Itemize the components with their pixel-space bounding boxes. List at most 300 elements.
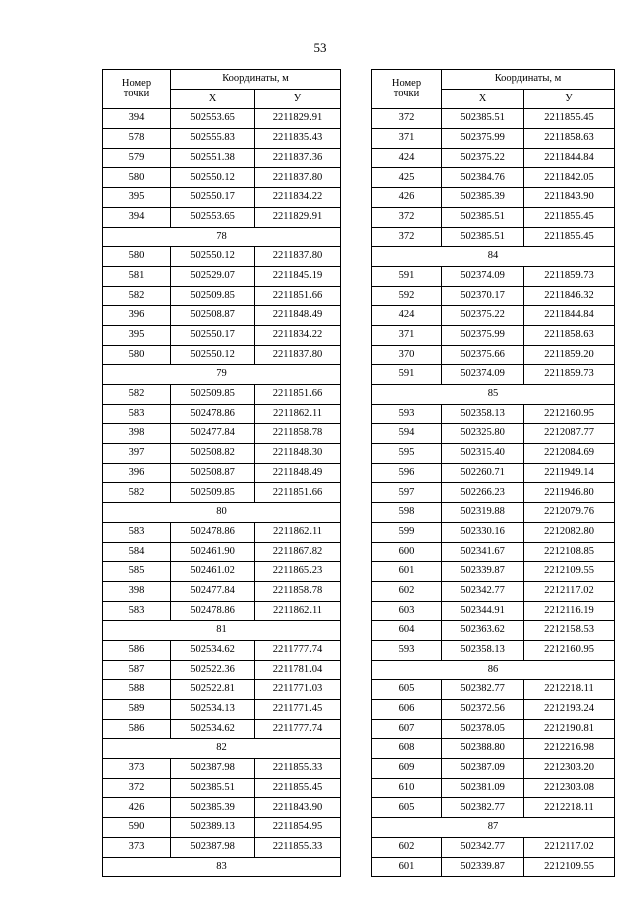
group-header-row <box>103 739 341 759</box>
group-number: 84 <box>372 247 615 267</box>
x-coordinate-cell: 502509.85 <box>171 385 255 405</box>
x-header: X <box>171 89 255 109</box>
point-number-cell: 426 <box>372 188 442 208</box>
y-coordinate-cell: 2211855.33 <box>255 837 341 857</box>
x-coordinate-cell: 502260.71 <box>442 463 524 483</box>
y-coordinate-cell: 2211844.84 <box>524 148 615 168</box>
y-coordinate-cell: 2212087.77 <box>524 424 615 444</box>
y-coordinate-cell: 2211771.03 <box>255 680 341 700</box>
y-coordinate-cell: 2211858.63 <box>524 129 615 149</box>
x-coordinate-cell: 502553.65 <box>171 207 255 227</box>
y-coordinate-cell: 2211854.95 <box>255 818 341 838</box>
point-number-cell: 579 <box>103 148 171 168</box>
point-number-cell: 583 <box>103 601 171 621</box>
table-row <box>103 404 341 424</box>
y-coordinate-cell: 2211777.74 <box>255 719 341 739</box>
y-coordinate-cell: 2212117.02 <box>524 581 615 601</box>
x-coordinate-cell: 502477.84 <box>171 581 255 601</box>
x-coordinate-cell: 502388.80 <box>442 739 524 759</box>
x-coordinate-cell: 502389.13 <box>171 818 255 838</box>
x-coordinate-cell: 502370.17 <box>442 286 524 306</box>
y-coordinate-cell: 2211846.32 <box>524 286 615 306</box>
y-coordinate-cell: 2211858.63 <box>524 325 615 345</box>
table-row <box>103 581 341 601</box>
x-coordinate-cell: 502385.51 <box>442 207 524 227</box>
group-number: 80 <box>103 503 341 523</box>
table-row <box>372 680 615 700</box>
table-row <box>103 483 341 503</box>
group-header-row <box>372 385 615 405</box>
y-coordinate-cell: 2211848.30 <box>255 444 341 464</box>
point-number-header: Номер точки <box>103 70 171 109</box>
group-number: 82 <box>103 739 341 759</box>
point-number-cell: 588 <box>103 680 171 700</box>
x-header: X <box>442 89 524 109</box>
x-coordinate-cell: 502551.38 <box>171 148 255 168</box>
point-number-cell: 607 <box>372 719 442 739</box>
x-coordinate-cell: 502330.16 <box>442 522 524 542</box>
point-number-cell: 596 <box>372 463 442 483</box>
point-number-cell: 593 <box>372 640 442 660</box>
table-row <box>103 680 341 700</box>
table-row <box>372 503 615 523</box>
point-number-cell: 606 <box>372 700 442 720</box>
point-number-cell: 600 <box>372 542 442 562</box>
table-row <box>103 266 341 286</box>
x-coordinate-cell: 502358.13 <box>442 640 524 660</box>
y-coordinate-cell: 2211837.80 <box>255 168 341 188</box>
y-coordinate-cell: 2212303.08 <box>524 778 615 798</box>
group-header-row <box>372 818 615 838</box>
table-row <box>372 463 615 483</box>
x-coordinate-cell: 502378.05 <box>442 719 524 739</box>
point-number-cell: 603 <box>372 601 442 621</box>
table-row <box>103 818 341 838</box>
point-number-cell: 604 <box>372 621 442 641</box>
x-coordinate-cell: 502550.12 <box>171 345 255 365</box>
table-row <box>103 719 341 739</box>
point-number-cell: 582 <box>103 385 171 405</box>
table-row <box>103 542 341 562</box>
point-number-cell: 396 <box>103 306 171 326</box>
table-row <box>103 306 341 326</box>
table-row <box>372 759 615 779</box>
point-number-cell: 602 <box>372 837 442 857</box>
y-coordinate-cell: 2211835.43 <box>255 129 341 149</box>
x-coordinate-cell: 502387.98 <box>171 759 255 779</box>
x-coordinate-cell: 502522.81 <box>171 680 255 700</box>
x-coordinate-cell: 502508.82 <box>171 444 255 464</box>
point-number-cell: 371 <box>372 325 442 345</box>
x-coordinate-cell: 502477.84 <box>171 424 255 444</box>
y-coordinate-cell: 2211867.82 <box>255 542 341 562</box>
x-coordinate-cell: 502372.56 <box>442 700 524 720</box>
table-row <box>103 463 341 483</box>
y-coordinate-cell: 2212193.24 <box>524 700 615 720</box>
table-row <box>372 188 615 208</box>
y-coordinate-cell: 2212109.55 <box>524 857 615 877</box>
y-coordinate-cell: 2211843.90 <box>524 188 615 208</box>
x-coordinate-cell: 502341.67 <box>442 542 524 562</box>
table-row <box>372 168 615 188</box>
y-coordinate-cell: 2211851.66 <box>255 286 341 306</box>
point-number-cell: 581 <box>103 266 171 286</box>
y-coordinate-cell: 2211845.19 <box>255 266 341 286</box>
point-number-cell: 582 <box>103 286 171 306</box>
x-coordinate-cell: 502358.13 <box>442 404 524 424</box>
point-number-cell: 395 <box>103 325 171 345</box>
x-coordinate-cell: 502478.86 <box>171 404 255 424</box>
table-row <box>103 759 341 779</box>
y-coordinate-cell: 2211834.22 <box>255 325 341 345</box>
point-number-header: Номер точки <box>372 70 442 109</box>
x-coordinate-cell: 502550.17 <box>171 188 255 208</box>
table-row <box>372 129 615 149</box>
point-number-cell: 587 <box>103 660 171 680</box>
point-number-cell: 580 <box>103 168 171 188</box>
x-coordinate-cell: 502375.99 <box>442 129 524 149</box>
y-coordinate-cell: 2212158.53 <box>524 621 615 641</box>
point-number-cell: 586 <box>103 719 171 739</box>
x-coordinate-cell: 502375.22 <box>442 306 524 326</box>
x-coordinate-cell: 502375.22 <box>442 148 524 168</box>
x-coordinate-cell: 502339.87 <box>442 562 524 582</box>
y-coordinate-cell: 2211855.45 <box>524 227 615 247</box>
group-header-row <box>372 660 615 680</box>
x-coordinate-cell: 502553.65 <box>171 109 255 129</box>
table-row <box>372 621 615 641</box>
y-coordinate-cell: 2211862.11 <box>255 404 341 424</box>
point-number-cell: 583 <box>103 522 171 542</box>
x-coordinate-cell: 502550.12 <box>171 168 255 188</box>
y-coordinate-cell: 2212109.55 <box>524 562 615 582</box>
point-number-cell: 585 <box>103 562 171 582</box>
y-coordinate-cell: 2211848.49 <box>255 306 341 326</box>
point-number-cell: 398 <box>103 581 171 601</box>
group-header-row <box>103 227 341 247</box>
x-coordinate-cell: 502509.85 <box>171 483 255 503</box>
point-number-cell: 371 <box>372 129 442 149</box>
group-number: 81 <box>103 621 341 641</box>
point-number-cell: 589 <box>103 700 171 720</box>
point-number-cell: 602 <box>372 581 442 601</box>
point-number-cell: 601 <box>372 562 442 582</box>
point-number-cell: 372 <box>372 207 442 227</box>
table-row <box>103 562 341 582</box>
y-coordinate-cell: 2211855.45 <box>524 207 615 227</box>
point-number-cell: 605 <box>372 680 442 700</box>
group-header-row <box>103 503 341 523</box>
y-coordinate-cell: 2211859.73 <box>524 266 615 286</box>
y-coordinate-cell: 2212160.95 <box>524 404 615 424</box>
point-number-cell: 590 <box>103 818 171 838</box>
table-row <box>103 148 341 168</box>
x-coordinate-cell: 502478.86 <box>171 522 255 542</box>
table-row <box>372 778 615 798</box>
coordinates-table-right <box>371 69 615 877</box>
table-row <box>103 798 341 818</box>
table-row <box>103 247 341 267</box>
point-number-cell: 586 <box>103 640 171 660</box>
point-number-cell: 578 <box>103 129 171 149</box>
y-coordinate-cell: 2211781.04 <box>255 660 341 680</box>
x-coordinate-cell: 502319.88 <box>442 503 524 523</box>
point-number-cell: 397 <box>103 444 171 464</box>
y-coordinate-cell: 2211848.49 <box>255 463 341 483</box>
y-coordinate-cell: 2211851.66 <box>255 483 341 503</box>
table-row <box>372 739 615 759</box>
x-coordinate-cell: 502344.91 <box>442 601 524 621</box>
y-coordinate-cell: 2212108.85 <box>524 542 615 562</box>
group-number: 85 <box>372 385 615 405</box>
group-header-row <box>103 857 341 877</box>
page-number: 53 <box>313 40 327 55</box>
table-row <box>103 188 341 208</box>
table-row <box>372 365 615 385</box>
table-row <box>103 660 341 680</box>
y-coordinate-cell: 2211829.91 <box>255 207 341 227</box>
y-coordinate-cell: 2212303.20 <box>524 759 615 779</box>
coordinates-table-left <box>102 69 341 877</box>
table-row <box>372 109 615 129</box>
table-row <box>372 798 615 818</box>
point-number-cell: 610 <box>372 778 442 798</box>
table-row <box>372 306 615 326</box>
point-number-cell: 394 <box>103 207 171 227</box>
x-coordinate-cell: 502375.99 <box>442 325 524 345</box>
point-number-cell: 396 <box>103 463 171 483</box>
y-coordinate-cell: 2211777.74 <box>255 640 341 660</box>
table-row <box>103 837 341 857</box>
y-coordinate-cell: 2211859.73 <box>524 365 615 385</box>
table-row <box>372 286 615 306</box>
table-row <box>372 562 615 582</box>
table-row <box>103 168 341 188</box>
point-number-cell: 601 <box>372 857 442 877</box>
point-number-cell: 591 <box>372 266 442 286</box>
group-header-row <box>372 247 615 267</box>
x-coordinate-cell: 502385.51 <box>171 778 255 798</box>
y-coordinate-cell: 2212117.02 <box>524 837 615 857</box>
point-number-cell: 598 <box>372 503 442 523</box>
coordinates-header: Координаты, м <box>171 70 341 90</box>
y-coordinate-cell: 2211844.84 <box>524 306 615 326</box>
x-coordinate-cell: 502342.77 <box>442 837 524 857</box>
table-row <box>103 207 341 227</box>
y-coordinate-cell: 2211771.45 <box>255 700 341 720</box>
y-coordinate-cell: 2211855.45 <box>255 778 341 798</box>
point-number-cell: 582 <box>103 483 171 503</box>
point-number-cell: 426 <box>103 798 171 818</box>
x-coordinate-cell: 502550.17 <box>171 325 255 345</box>
table-row <box>372 542 615 562</box>
y-coordinate-cell: 2211842.05 <box>524 168 615 188</box>
table-row <box>103 325 341 345</box>
x-coordinate-cell: 502342.77 <box>442 581 524 601</box>
group-number: 87 <box>372 818 615 838</box>
y-coordinate-cell: 2211843.90 <box>255 798 341 818</box>
y-coordinate-cell: 2211862.11 <box>255 522 341 542</box>
point-number-cell: 608 <box>372 739 442 759</box>
y-coordinate-cell: 2211858.78 <box>255 581 341 601</box>
y-coordinate-cell: 2211946.80 <box>524 483 615 503</box>
y-coordinate-cell: 2211829.91 <box>255 109 341 129</box>
x-coordinate-cell: 502374.09 <box>442 266 524 286</box>
x-coordinate-cell: 502339.87 <box>442 857 524 877</box>
point-number-cell: 373 <box>103 837 171 857</box>
x-coordinate-cell: 502266.23 <box>442 483 524 503</box>
coordinates-header: Координаты, м <box>442 70 615 90</box>
y-coordinate-cell: 2211865.23 <box>255 562 341 582</box>
x-coordinate-cell: 502374.09 <box>442 365 524 385</box>
point-number-cell: 398 <box>103 424 171 444</box>
x-coordinate-cell: 502384.76 <box>442 168 524 188</box>
table-row <box>103 700 341 720</box>
y-coordinate-cell: 2211859.20 <box>524 345 615 365</box>
group-header-row <box>103 621 341 641</box>
point-number-cell: 609 <box>372 759 442 779</box>
y-coordinate-cell: 2212216.98 <box>524 739 615 759</box>
table-row <box>372 581 615 601</box>
y-coordinate-cell: 2211862.11 <box>255 601 341 621</box>
point-number-cell: 580 <box>103 247 171 267</box>
point-number-cell: 373 <box>103 759 171 779</box>
x-coordinate-cell: 502522.36 <box>171 660 255 680</box>
table-row <box>372 522 615 542</box>
table-row <box>103 640 341 660</box>
group-number: 86 <box>372 660 615 680</box>
table-row <box>103 424 341 444</box>
y-coordinate-cell: 2211949.14 <box>524 463 615 483</box>
x-coordinate-cell: 502461.02 <box>171 562 255 582</box>
table-row <box>372 266 615 286</box>
x-coordinate-cell: 502325.80 <box>442 424 524 444</box>
y-coordinate-cell: 2212116.19 <box>524 601 615 621</box>
x-coordinate-cell: 502385.39 <box>171 798 255 818</box>
x-coordinate-cell: 502385.51 <box>442 109 524 129</box>
point-number-cell: 583 <box>103 404 171 424</box>
x-coordinate-cell: 502375.66 <box>442 345 524 365</box>
point-number-cell: 395 <box>103 188 171 208</box>
point-number-cell: 592 <box>372 286 442 306</box>
point-number-cell: 394 <box>103 109 171 129</box>
table-row <box>372 404 615 424</box>
table-row <box>372 700 615 720</box>
group-number: 83 <box>103 857 341 877</box>
point-number-cell: 425 <box>372 168 442 188</box>
table-row <box>103 109 341 129</box>
point-number-cell: 594 <box>372 424 442 444</box>
table-row <box>103 601 341 621</box>
table-row <box>103 286 341 306</box>
point-number-cell: 370 <box>372 345 442 365</box>
x-coordinate-cell: 502387.09 <box>442 759 524 779</box>
point-number-cell: 593 <box>372 404 442 424</box>
x-coordinate-cell: 502385.51 <box>442 227 524 247</box>
group-header-row <box>103 365 341 385</box>
y-coordinate-cell: 2212190.81 <box>524 719 615 739</box>
x-coordinate-cell: 502509.85 <box>171 286 255 306</box>
y-coordinate-cell: 2211837.36 <box>255 148 341 168</box>
point-number-cell: 591 <box>372 365 442 385</box>
x-coordinate-cell: 502382.77 <box>442 798 524 818</box>
point-number-cell: 597 <box>372 483 442 503</box>
x-coordinate-cell: 502534.13 <box>171 700 255 720</box>
table-row <box>372 601 615 621</box>
x-coordinate-cell: 502461.90 <box>171 542 255 562</box>
point-number-cell: 584 <box>103 542 171 562</box>
x-coordinate-cell: 502555.83 <box>171 129 255 149</box>
point-number-cell: 595 <box>372 444 442 464</box>
x-coordinate-cell: 502387.98 <box>171 837 255 857</box>
table-row <box>372 837 615 857</box>
y-coordinate-cell: 2211837.80 <box>255 247 341 267</box>
table-row <box>372 207 615 227</box>
x-coordinate-cell: 502508.87 <box>171 306 255 326</box>
x-coordinate-cell: 502381.09 <box>442 778 524 798</box>
x-coordinate-cell: 502529.07 <box>171 266 255 286</box>
table-row <box>372 227 615 247</box>
y-coordinate-cell: 2211855.45 <box>524 109 615 129</box>
y-coordinate-cell: 2212218.11 <box>524 680 615 700</box>
table-row <box>372 857 615 877</box>
point-number-cell: 599 <box>372 522 442 542</box>
table-row <box>103 444 341 464</box>
point-number-cell: 424 <box>372 306 442 326</box>
table-row <box>372 483 615 503</box>
point-number-cell: 372 <box>372 227 442 247</box>
y-coordinate-cell: 2211837.80 <box>255 345 341 365</box>
x-coordinate-cell: 502385.39 <box>442 188 524 208</box>
x-coordinate-cell: 502550.12 <box>171 247 255 267</box>
table-row <box>103 345 341 365</box>
group-number: 78 <box>103 227 341 247</box>
table-row <box>372 719 615 739</box>
table-row <box>103 522 341 542</box>
table-row <box>372 444 615 464</box>
point-number-cell: 605 <box>372 798 442 818</box>
y-header: У <box>524 89 615 109</box>
y-coordinate-cell: 2212084.69 <box>524 444 615 464</box>
table-row <box>372 148 615 168</box>
y-coordinate-cell: 2211855.33 <box>255 759 341 779</box>
table-row <box>103 385 341 405</box>
point-number-cell: 424 <box>372 148 442 168</box>
y-header: У <box>255 89 341 109</box>
x-coordinate-cell: 502382.77 <box>442 680 524 700</box>
y-coordinate-cell: 2211851.66 <box>255 385 341 405</box>
point-number-cell: 372 <box>103 778 171 798</box>
table-row <box>372 424 615 444</box>
table-row <box>103 778 341 798</box>
table-row <box>372 640 615 660</box>
y-coordinate-cell: 2212082.80 <box>524 522 615 542</box>
y-coordinate-cell: 2212218.11 <box>524 798 615 818</box>
x-coordinate-cell: 502363.62 <box>442 621 524 641</box>
table-row <box>372 325 615 345</box>
x-coordinate-cell: 502534.62 <box>171 719 255 739</box>
x-coordinate-cell: 502315.40 <box>442 444 524 464</box>
group-number: 79 <box>103 365 341 385</box>
table-row <box>372 345 615 365</box>
y-coordinate-cell: 2211858.78 <box>255 424 341 444</box>
point-number-cell: 372 <box>372 109 442 129</box>
y-coordinate-cell: 2212079.76 <box>524 503 615 523</box>
y-coordinate-cell: 2212160.95 <box>524 640 615 660</box>
y-coordinate-cell: 2211834.22 <box>255 188 341 208</box>
x-coordinate-cell: 502478.86 <box>171 601 255 621</box>
x-coordinate-cell: 502508.87 <box>171 463 255 483</box>
